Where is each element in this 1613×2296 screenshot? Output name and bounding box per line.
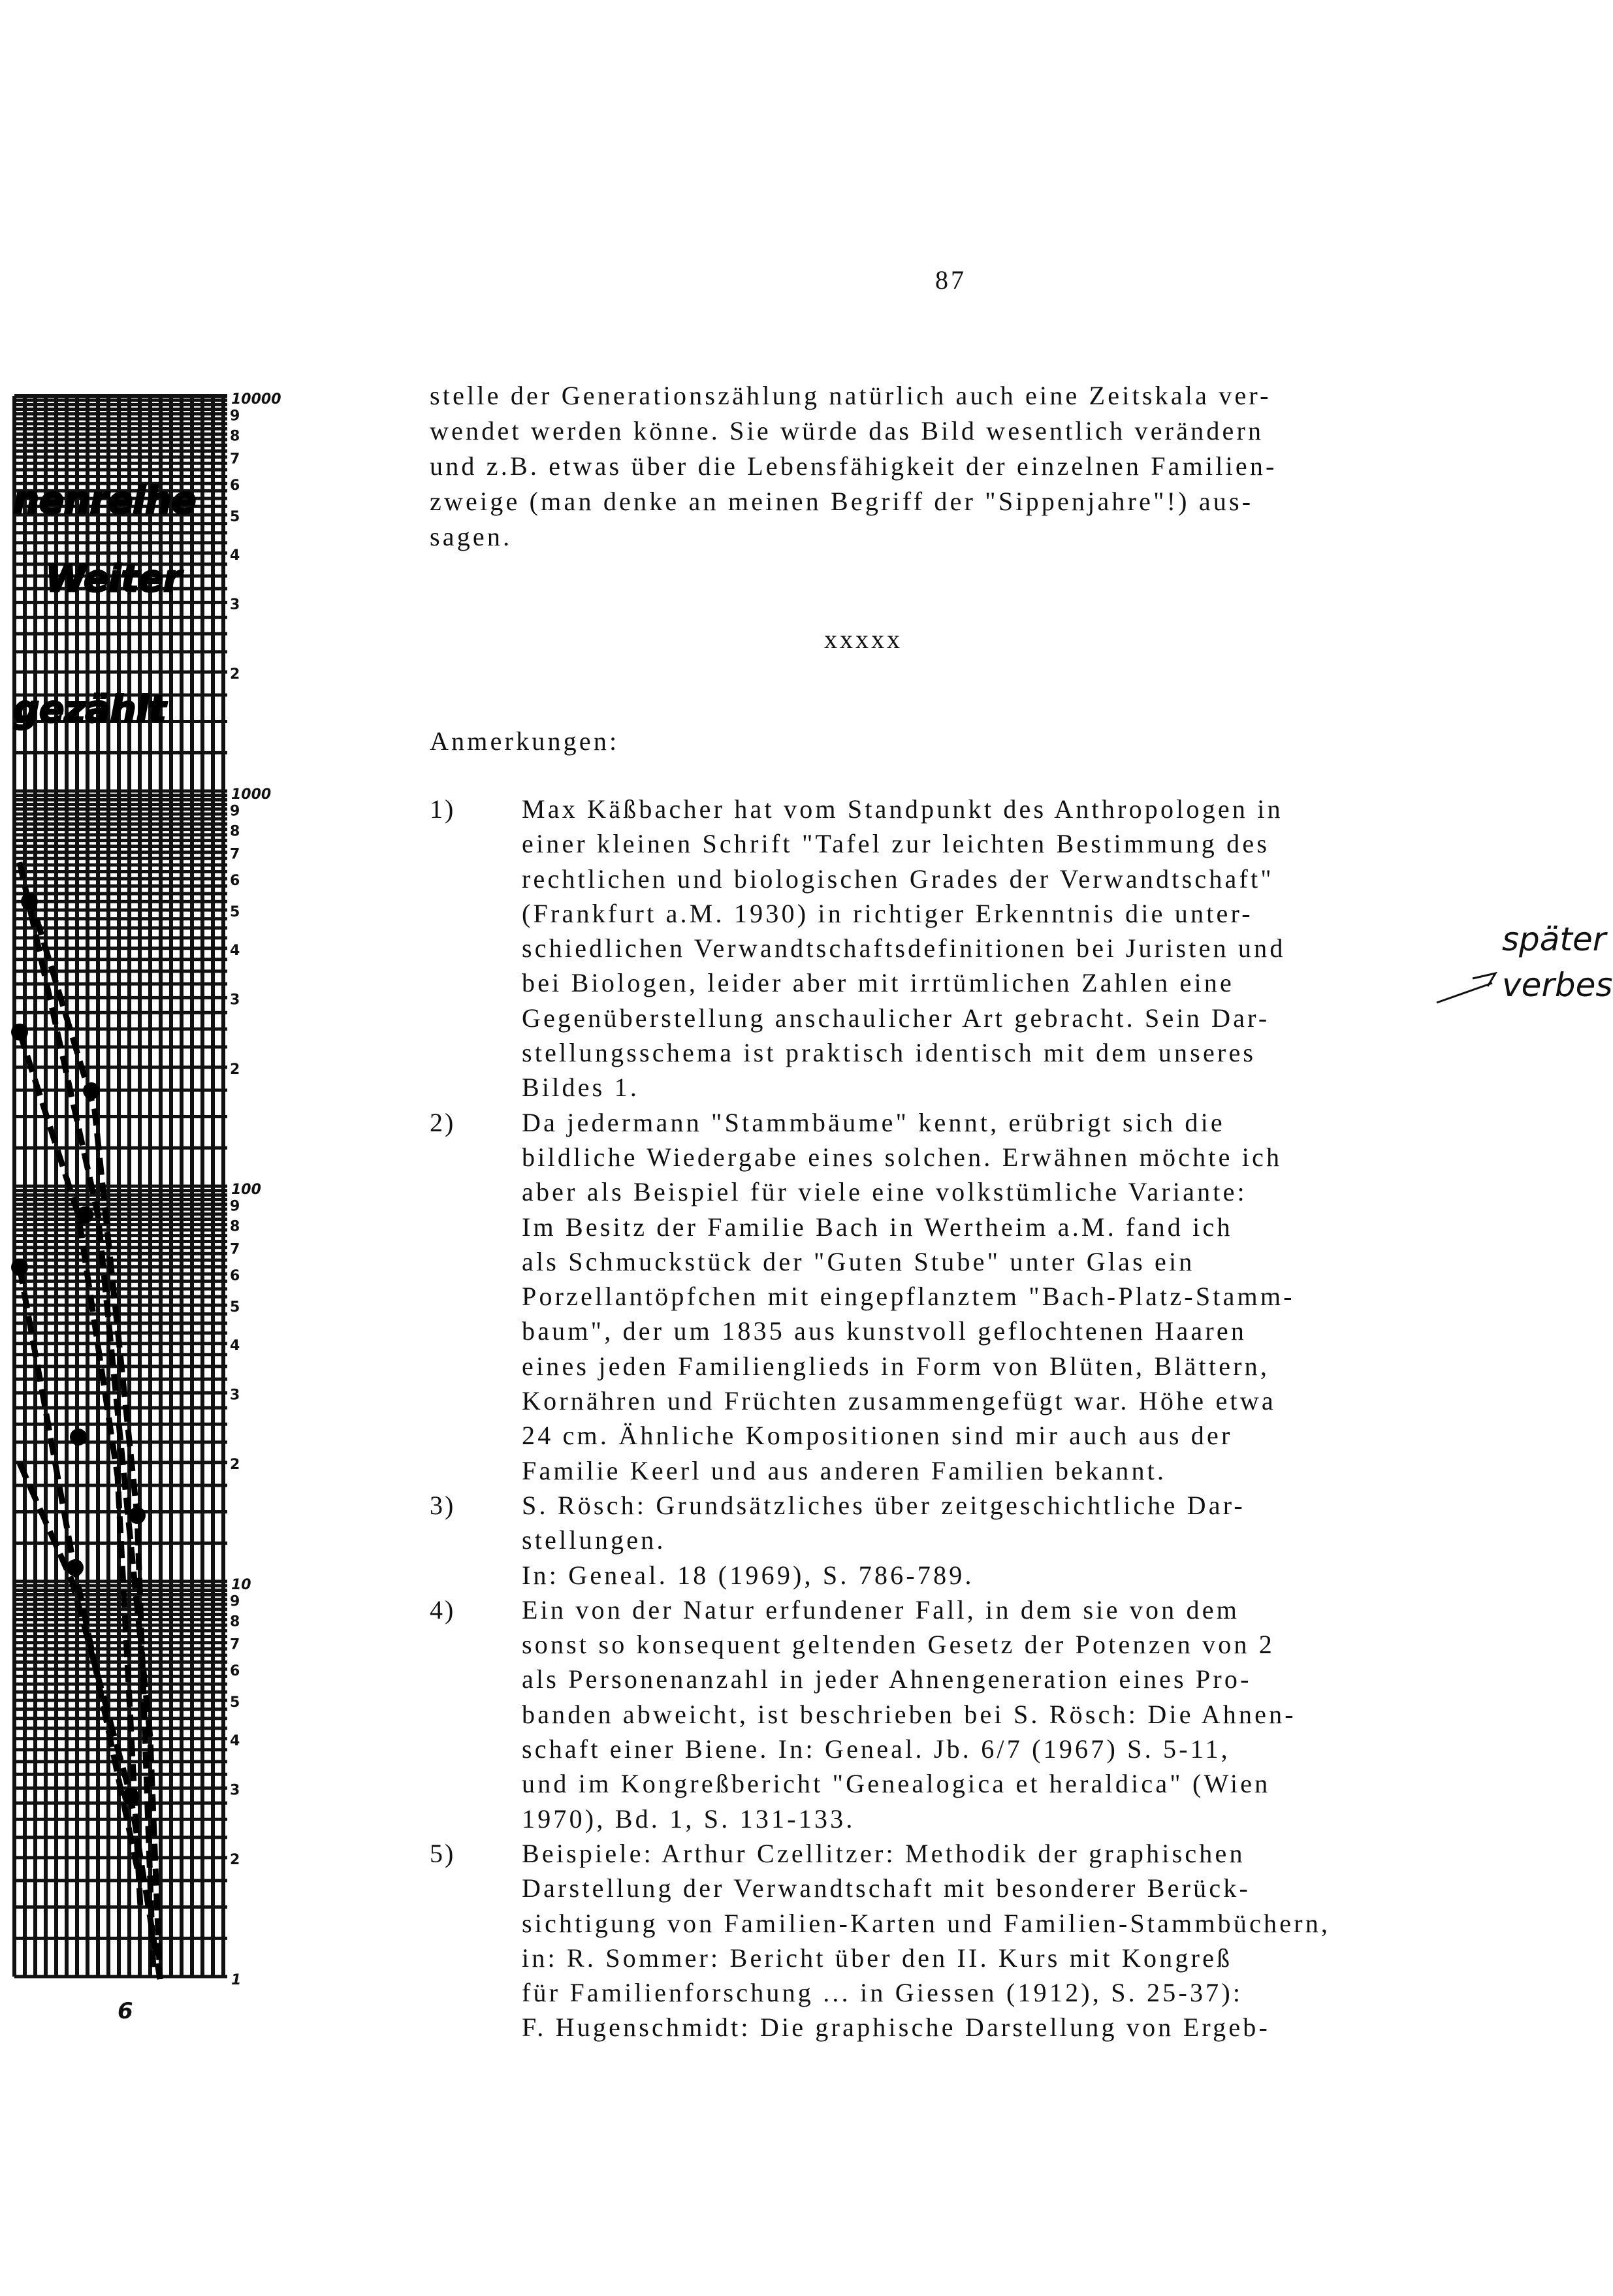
data-point — [129, 1507, 146, 1524]
log-scale-figure — [0, 366, 281, 2038]
note-line: S. Rösch: Grundsätzliches über zeitgeschichtliche Dar- — [522, 1490, 1245, 1520]
axis-minor-label: 7 — [230, 846, 240, 863]
note-line: Max Käßbacher hat vom Standpunkt des Anthropologen in — [522, 794, 1283, 824]
axis-minor-label: 8 — [230, 428, 240, 445]
axis-minor-label: 9 — [230, 408, 240, 425]
note-line: (Frankfurt a.M. 1930) in richtiger Erkenntnis die unter- — [522, 898, 1253, 928]
note-number: 1) — [430, 794, 456, 824]
notes-list — [430, 792, 1540, 2045]
note-line: in: R. Sommer: Bericht über den II. Kurs mit Kongreß — [522, 1943, 1233, 1973]
axis-minor-label: 8 — [230, 1218, 240, 1235]
axis-minor-label: 3 — [230, 992, 240, 1009]
axis-minor-label: 9 — [230, 1593, 240, 1610]
axis-minor-label: 2 — [230, 1456, 240, 1473]
note-number: 3) — [430, 1490, 456, 1520]
note-line: F. Hugenschmidt: Die graphische Darstellung von Ergeb- — [522, 2013, 1270, 2043]
overlay-word: Weiter — [46, 558, 182, 600]
axis-minor-label: 6 — [230, 1268, 240, 1285]
note-line: stellungen. — [522, 1525, 666, 1555]
axis-decade-label: 1 — [231, 1972, 242, 1988]
note-line: Familie Keerl und aus anderen Familien bekannt. — [522, 1455, 1167, 1485]
data-point — [67, 1559, 84, 1576]
note-line: Beispiele: Arthur Czellitzer: Methodik der graphischen — [522, 1838, 1245, 1868]
note-line: einer kleinen Schrift "Tafel zur leichten Bestimmung des — [522, 829, 1270, 859]
note-item — [430, 1593, 1540, 1836]
note-line: als Personenanzahl in jeder Ahnengeneration eines Pro- — [522, 1664, 1252, 1694]
axis-minor-label: 5 — [230, 904, 240, 921]
handwriting-line: verbes — [1502, 966, 1613, 1004]
note-line: Da jedermann "Stammbäume" kennt, erübrigt sich die — [522, 1107, 1225, 1137]
note-line: für Familienforschung ... in Giessen (1912), S. 25-37): — [522, 1978, 1243, 2008]
note-number: 5) — [430, 1838, 456, 1868]
note-line: In: Geneal. 18 (1969), S. 786-789. — [522, 1560, 974, 1590]
axis-minor-label: 4 — [230, 547, 240, 564]
axis-minor-label: 4 — [230, 1732, 240, 1749]
axis-minor-label: 8 — [230, 1613, 240, 1630]
axis-decade-label: 10 — [231, 1577, 251, 1593]
data-curve — [29, 895, 153, 1973]
axis-minor-label: 6 — [230, 873, 240, 890]
axis-minor-label: 6 — [230, 477, 240, 494]
arrow-line-icon — [1437, 973, 1495, 1003]
axis-minor-label: 9 — [230, 803, 240, 820]
handwriting-line: später — [1502, 920, 1606, 958]
overlay-word: gezählt — [13, 688, 167, 731]
text-line: wendet werden könne. Sie würde das Bild wesentlich verändern — [430, 416, 1264, 445]
note-item — [430, 1105, 1540, 1488]
figure-bottom-label: 6 — [118, 1998, 133, 2024]
text-line: und z.B. etwas über die Lebensfähigkeit der einzelnen Familien- — [430, 451, 1277, 481]
note-line: Ein von der Natur erfundener Fall, in dem sie von dem — [522, 1594, 1240, 1625]
axis-minor-label: 5 — [230, 1299, 240, 1316]
axis-minor-label: 4 — [230, 1337, 240, 1354]
note-line: stellungsschema ist praktisch identisch mit dem unseres — [522, 1038, 1256, 1068]
axis-minor-label: 8 — [230, 823, 240, 840]
note-item — [430, 1488, 1540, 1593]
axis-minor-label: 3 — [230, 596, 240, 613]
axis-minor-label: 3 — [230, 1782, 240, 1799]
data-point — [122, 1788, 139, 1805]
note-line: sonst so konsequent geltenden Gesetz der Potenzen von 2 — [522, 1630, 1275, 1660]
axis-minor-label: 5 — [230, 1694, 240, 1711]
text-line: sagen. — [430, 522, 513, 551]
note-line: schaft einer Biene. In: Geneal. Jb. 6/7 (1967) S. 5-11, — [522, 1734, 1230, 1764]
note-line: Darstellung der Verwandtschaft mit besonderer Berück- — [522, 1873, 1251, 1903]
data-point — [11, 1024, 28, 1041]
axis-minor-label: 4 — [230, 942, 240, 959]
data-point — [11, 1259, 28, 1276]
note-line: Bildes 1. — [522, 1073, 640, 1103]
text-line: zweige (man denke an meinen Begriff der "Sippenjahre"!) aus- — [430, 487, 1254, 516]
overlay-word: nenreihe — [13, 479, 197, 522]
axis-minor-label: 3 — [230, 1387, 240, 1404]
note-number: 2) — [430, 1107, 456, 1137]
axis-minor-label: 2 — [230, 666, 240, 683]
axis-decade-label: 10000 — [231, 391, 281, 408]
text-line: stelle der Generationszählung natürlich auch eine Zeitskala ver- — [430, 381, 1271, 410]
axis-decade-label: 1000 — [231, 786, 272, 803]
section-separator: xxxxx — [824, 624, 902, 654]
note-line: schiedlichen Verwandtschaftsdefinitionen bei Juristen und — [522, 933, 1286, 963]
axis-minor-label: 2 — [230, 1061, 240, 1078]
data-point — [76, 1206, 93, 1223]
note-line: Gegenüberstellung anschaulicher Art gebracht. Sein Dar- — [522, 1003, 1270, 1033]
note-line: bildliche Wiedergabe eines solchen. Erwähnen möchte ich — [522, 1142, 1283, 1172]
note-line: bei Biologen, leider aber mit irrtümlichen Zahlen eine — [522, 968, 1234, 998]
note-line: Im Besitz der Familie Bach in Wertheim a.M. fand ich — [522, 1212, 1233, 1242]
data-point — [70, 1429, 87, 1446]
page-number: 87 — [935, 265, 966, 295]
note-item — [430, 1836, 1540, 2045]
axis-minor-label: 7 — [230, 1241, 240, 1258]
body-paragraph — [430, 378, 1501, 555]
note-number: 4) — [430, 1594, 456, 1625]
note-line: aber als Beispiel für viele eine volkstümliche Variante: — [522, 1177, 1247, 1207]
note-line: banden abweicht, ist beschrieben bei S. Rösch: Die Ahnen- — [522, 1699, 1296, 1729]
note-line: Kornähren und Früchten zusammengefügt war. Höhe etwa — [522, 1386, 1276, 1416]
axis-minor-label: 7 — [230, 451, 240, 468]
handwritten-annotation — [1424, 888, 1613, 1058]
axis-minor-label: 6 — [230, 1663, 240, 1680]
note-line: 24 cm. Ähnliche Kompositionen sind mir auch aus der — [522, 1421, 1233, 1451]
note-line: sichtigung von Familien-Karten und Familien-Stammbüchern, — [522, 1908, 1331, 1938]
note-line: rechtlichen und biologischen Grades der Verwandtschaft" — [522, 864, 1274, 894]
note-line: 1970), Bd. 1, S. 131-133. — [522, 1803, 855, 1834]
note-line: baum", der um 1835 aus kunstvoll geflochtenen Haaren — [522, 1316, 1247, 1346]
data-point — [21, 893, 38, 910]
data-point — [83, 1082, 100, 1099]
axis-minor-label: 9 — [230, 1198, 240, 1215]
note-item — [430, 792, 1540, 1105]
notes-heading: Anmerkungen: — [430, 726, 620, 756]
axis-minor-label: 2 — [230, 1851, 240, 1868]
note-line: Porzellantöpfchen mit eingepflanztem "Bach-Platz-Stamm- — [522, 1282, 1295, 1312]
axis-minor-label: 5 — [230, 509, 240, 526]
note-line: als Schmuckstück der "Guten Stube" unter Glas ein — [522, 1246, 1195, 1276]
axis-minor-label: 7 — [230, 1636, 240, 1653]
axis-decade-label: 100 — [231, 1182, 261, 1198]
note-line: eines jeden Familienglieds in Form von Blüten, Blättern, — [522, 1351, 1270, 1381]
note-line: und im Kongreßbericht "Genealogica et heraldica" (Wien — [522, 1769, 1271, 1799]
